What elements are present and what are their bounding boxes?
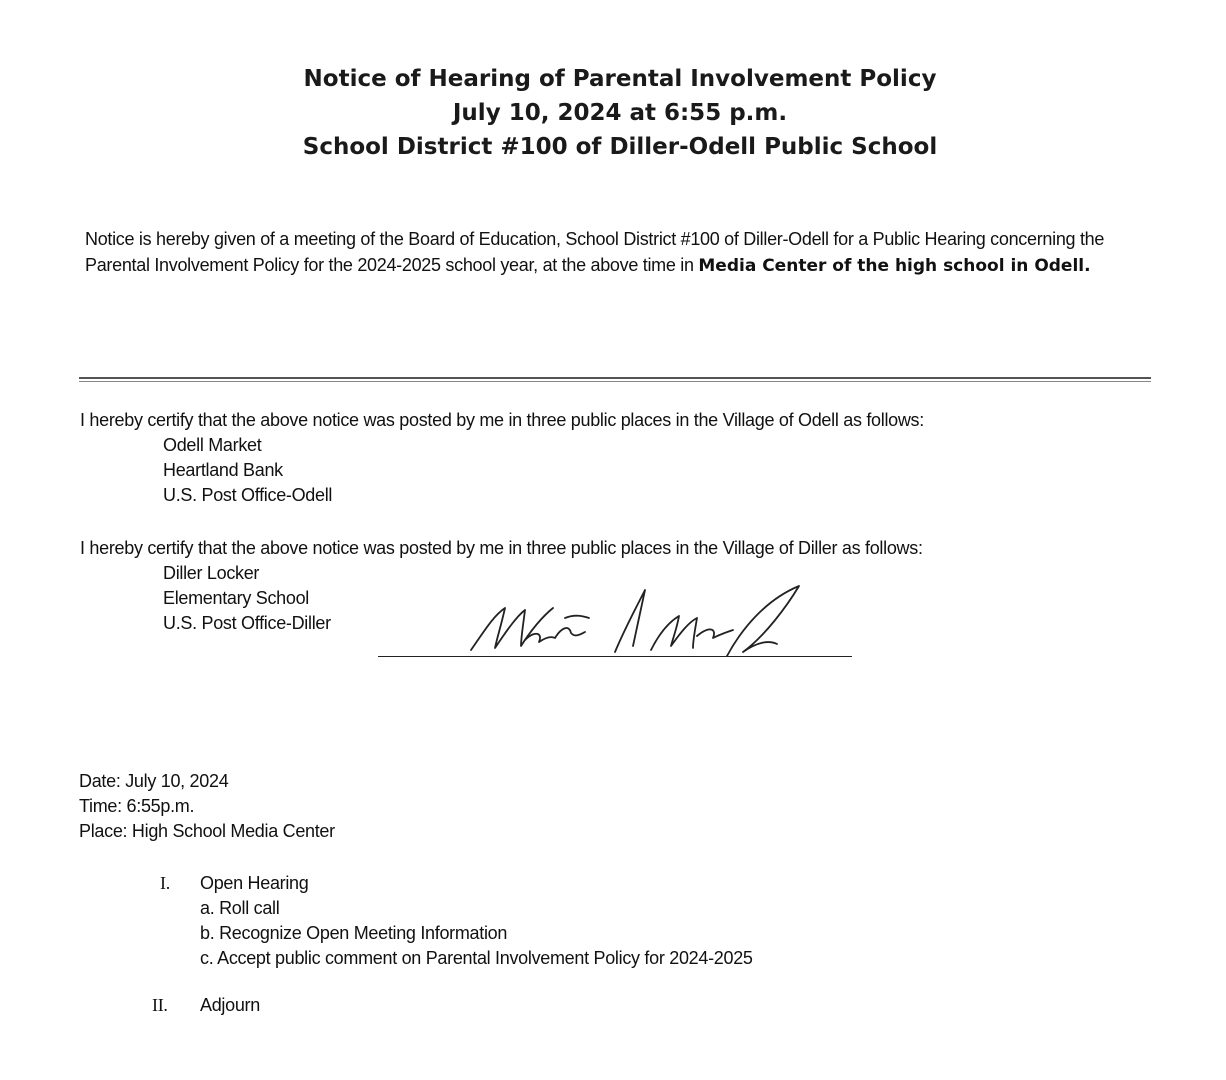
notice-location: Media Center of the high school in Odell. [698,256,1091,276]
agenda-item-label: Adjourn [200,995,260,1015]
meeting-time: Time: 6:55p.m. [79,796,195,816]
posting-place: Diller Locker [163,563,260,583]
agenda-item-label: Open Hearing [200,873,309,893]
agenda-subitem: c. Accept public comment on Parental Involvement Policy for 2024-2025 [200,948,753,968]
certification-odell-text: I hereby certify that the above notice was posted by me in three public places in the Village of Odell as follows: [80,410,924,430]
certification-diller-text: I hereby certify that the above notice was posted by me in three public places in the Village of Diller as follows: [80,538,923,558]
divider-rule [79,377,1151,382]
title-line-1: Notice of Hearing of Parental Involvement Policy [303,66,937,92]
handwritten-signature [465,578,815,668]
notice-paragraph [85,226,1170,279]
posting-places-odell [80,433,924,508]
meeting-details [79,769,335,844]
title-line-3: School District #100 of Diller-Odell Public School [302,134,938,160]
posting-place: Elementary School [163,588,309,608]
agenda-subitem: a. Roll call [200,898,280,918]
signature-line [378,656,852,657]
meeting-date: Date: July 10, 2024 [79,771,229,791]
agenda [152,871,753,1018]
posting-place: Odell Market [163,435,262,455]
agenda-item [152,993,753,1018]
meeting-place: Place: High School Media Center [79,821,335,841]
agenda-item-number: I. [160,873,170,893]
posting-place: Heartland Bank [163,460,283,480]
posting-place: U.S. Post Office-Diller [163,613,331,633]
notice-text: Notice is hereby given of a meeting of the Board of Education, School District #100 of Diller-Odell for a Public Hearing concerning the Parental Involvement Policy for the 2024-2025 school year, at the above time in [85,229,1105,275]
agenda-subitem: b. Recognize Open Meeting Information [200,923,508,943]
posting-place: U.S. Post Office-Odell [163,485,333,505]
agenda-item-number: II. [152,995,168,1015]
document-title [0,62,1226,164]
title-line-2: July 10, 2024 at 6:55 p.m. [452,100,788,126]
certification-odell [80,408,924,508]
agenda-item [160,871,753,896]
